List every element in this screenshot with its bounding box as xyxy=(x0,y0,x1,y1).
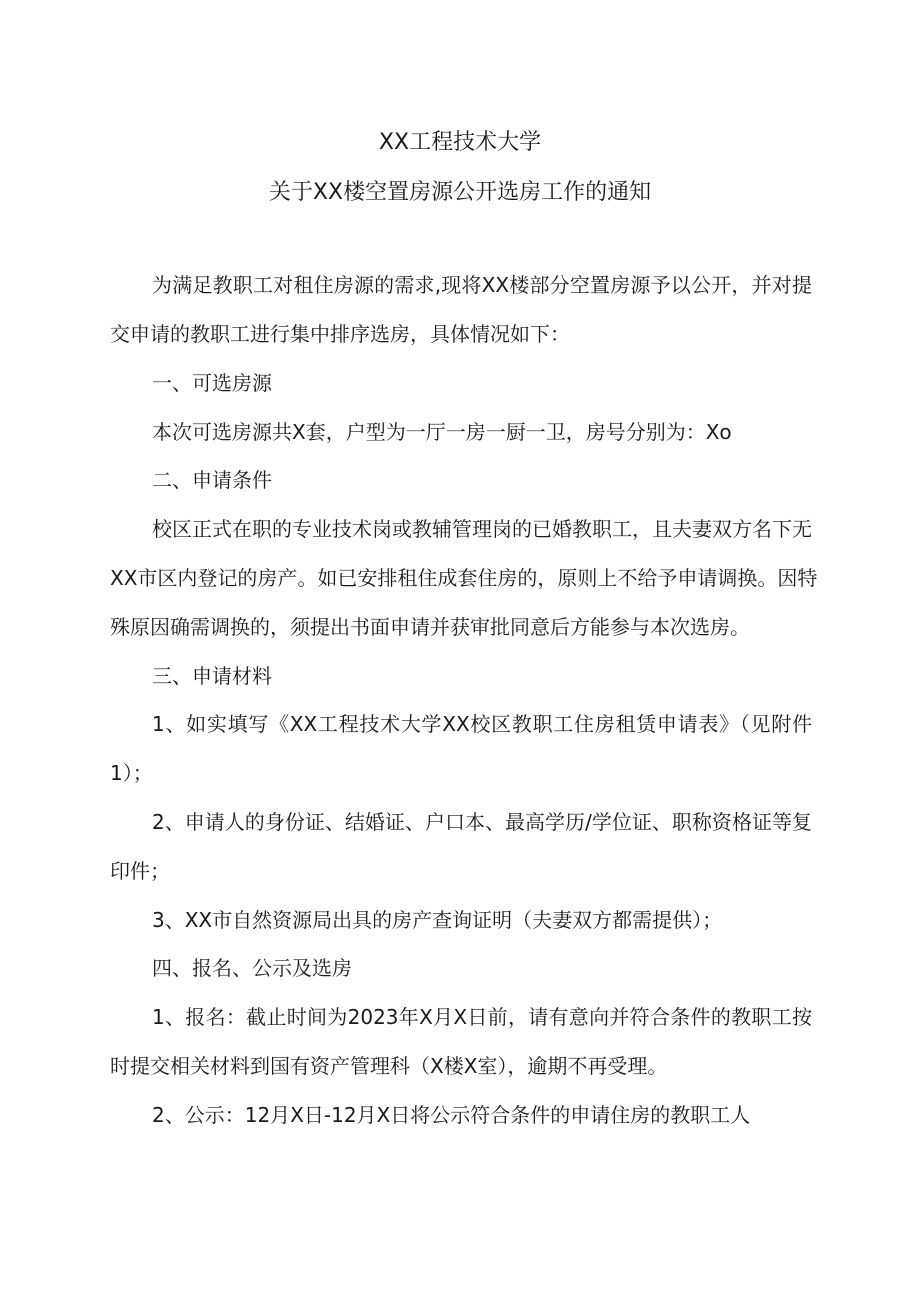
section-heading-materials: 三、申请材料 xyxy=(152,664,272,688)
paragraph-intro-line-1: 为满足教职工对租住房源的需求,现将XX楼部分空置房源予以公开，并对提 xyxy=(152,273,812,297)
document-title-notice: 关于XX楼空置房源公开选房工作的通知 xyxy=(268,180,652,205)
paragraph-eligibility-line-2: XX市区内登记的房产。如已安排租住成套住房的，原则上不给予申请调换。因特 xyxy=(110,566,818,590)
materials-item-1-line-2: 1）； xyxy=(110,761,153,785)
registration-item-1-line-2: 时提交相关材料到国有资产管理科（X楼X室），逾期不再受理。 xyxy=(110,1054,668,1078)
paragraph-eligibility-line-1: 校区正式在职的专业技术岗或教辅管理岗的已婚教职工，且夫妻双方名下无 xyxy=(152,517,812,541)
materials-item-2-line-2: 印件； xyxy=(110,859,170,883)
materials-item-1-line-1: 1、如实填写《XX工程技术大学XX校区教职工住房租赁申请表》（见附件 xyxy=(152,712,812,736)
document-title-university: XX工程技术大学 xyxy=(378,130,542,155)
section-heading-available-housing: 一、可选房源 xyxy=(152,371,272,395)
section-heading-eligibility: 二、申请条件 xyxy=(152,468,272,492)
paragraph-housing-details: 本次可选房源共X套，户型为一厅一房一厨一卫，房号分别为：Xo xyxy=(152,420,732,444)
materials-item-2-line-1: 2、申请人的身份证、结婚证、户口本、最高学历/学位证、职称资格证等复 xyxy=(152,810,812,834)
paragraph-intro-line-2: 交申请的教职工进行集中排序选房，具体情况如下： xyxy=(110,322,570,346)
section-heading-registration: 四、报名、公示及选房 xyxy=(152,956,352,980)
paragraph-eligibility-line-3: 殊原因确需调换的，须提出书面申请并获审批同意后方能参与本次选房。 xyxy=(110,615,750,639)
registration-item-1-line-1: 1、报名：截止时间为2023年X月X日前，请有意向并符合条件的教职工按 xyxy=(152,1005,812,1029)
registration-item-2-line-1: 2、公示：12月X日-12月X日将公示符合条件的申请住房的教职工人 xyxy=(152,1103,751,1127)
materials-item-3: 3、XX市自然资源局出具的房产查询证明（夫妻双方都需提供）； xyxy=(152,908,723,932)
